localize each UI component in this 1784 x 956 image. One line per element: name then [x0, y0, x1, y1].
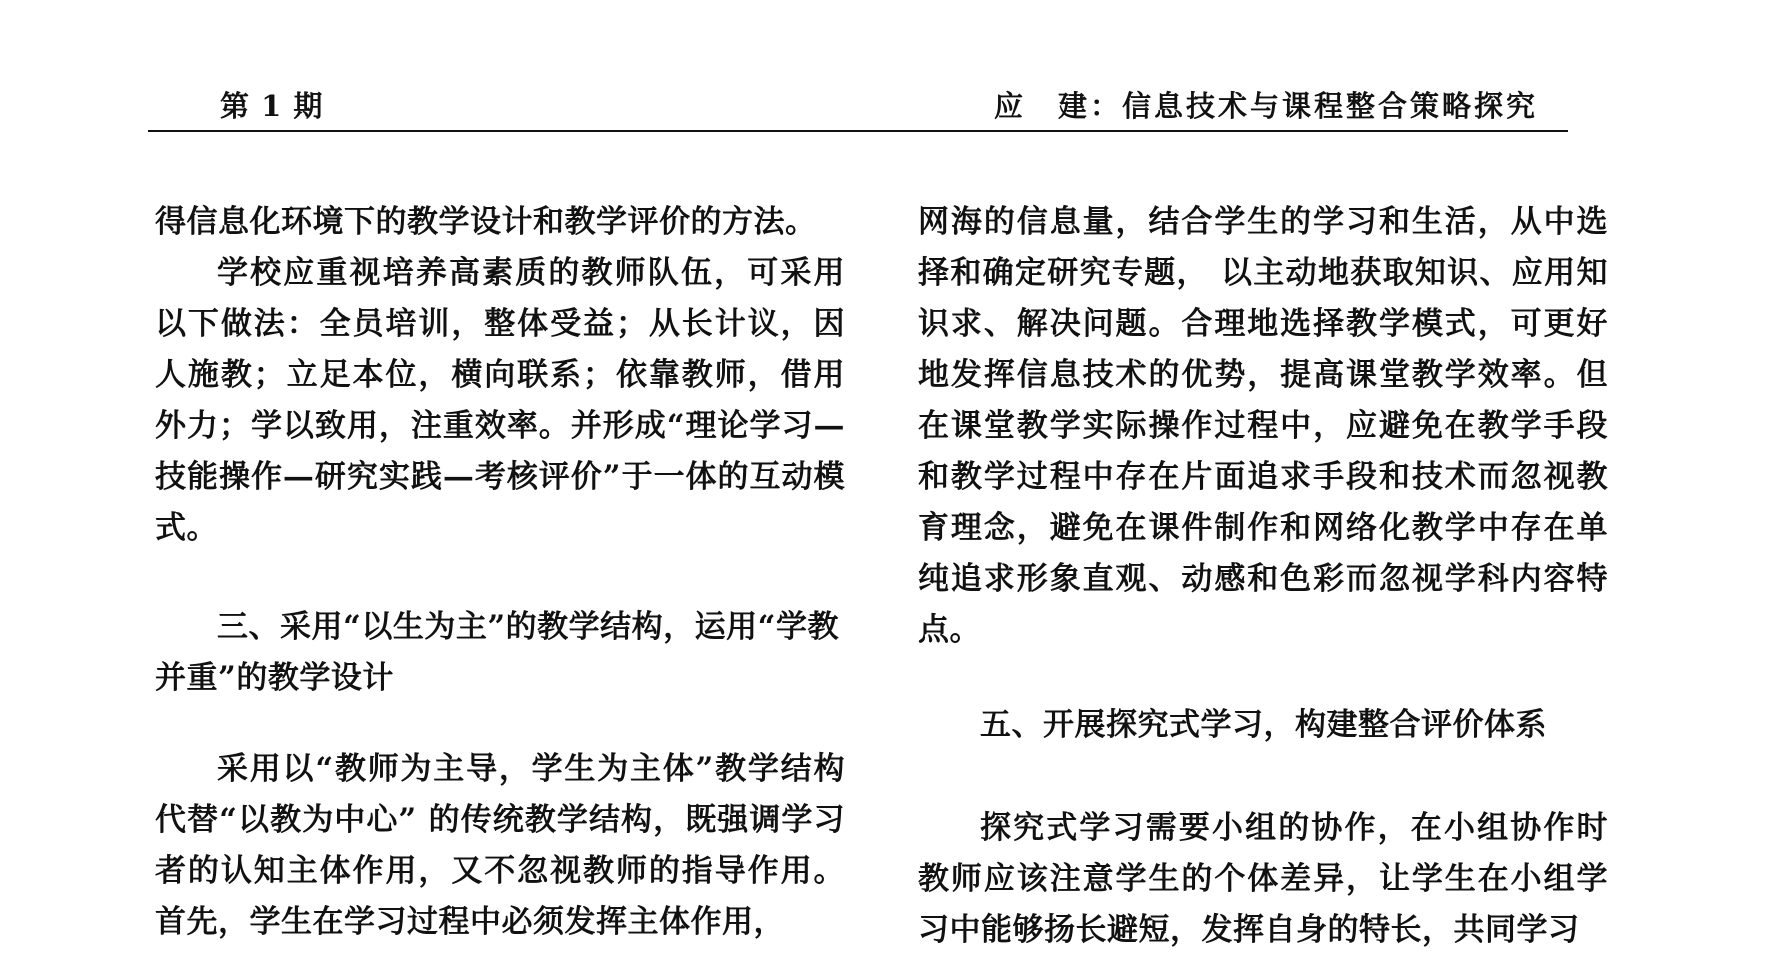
section-heading-3: 三、采用“以生为主”的教学结构，运用“学教并重”的教学设计: [155, 609, 839, 696]
left-paragraph-3: 采用以“教师为主导，学生为主体”教学结构代替“以教为中心” 的传统教学结构，既强调学习者的认知主体作用，又不忽视教师的指导作用。首先，学生在学习过程中必须发挥主体作用，: [155, 751, 845, 940]
right-paragraph-2: 探究式学习需要小组的协作，在小组协作时教师应该注意学生的个体差异，让学生在小组学习中能够扬长避短，发挥自身的特长，共同学习: [918, 810, 1608, 948]
left-paragraph-2: 学校应重视培养高素质的教师队伍，可采用以下做法：全员培训，整体受益；从长计议，因人施教；立足本位，横向联系；依靠教师，借用外力；学以致用，注重效率。并形成“理论学习—技能操作—研究实践—考核评价”于一体的互动模式。: [155, 255, 845, 546]
right-column: [918, 197, 1608, 956]
right-paragraph-1: 网海的信息量，结合学生的学习和生活，从中选择和确定研究专题， 以主动地获取知识、应用知识求、解决问题。合理地选择教学模式，可更好地发挥信息技术的优势，提高课堂教学效率。但在课堂教学实际操作过程中，应避免在教学手段和教学过程中存在片面追求手段和技术而忽视教育理念，避免在课件制作和网络化教学中存在单纯追求形象直观、动感和色彩而忽视学科内容特点。: [918, 204, 1608, 648]
running-title: 应 建：信息技术与课程整合策略探究: [993, 89, 1538, 123]
header-rule: [148, 130, 1568, 132]
issue-number: 第 1 期: [220, 89, 324, 123]
section-heading-5: 五、开展探究式学习，构建整合评价体系: [980, 707, 1547, 743]
left-paragraph-1: 得信息化环境下的教学设计和教学评价的方法。: [155, 204, 817, 240]
left-column: [155, 197, 845, 948]
running-header: [148, 80, 1568, 130]
